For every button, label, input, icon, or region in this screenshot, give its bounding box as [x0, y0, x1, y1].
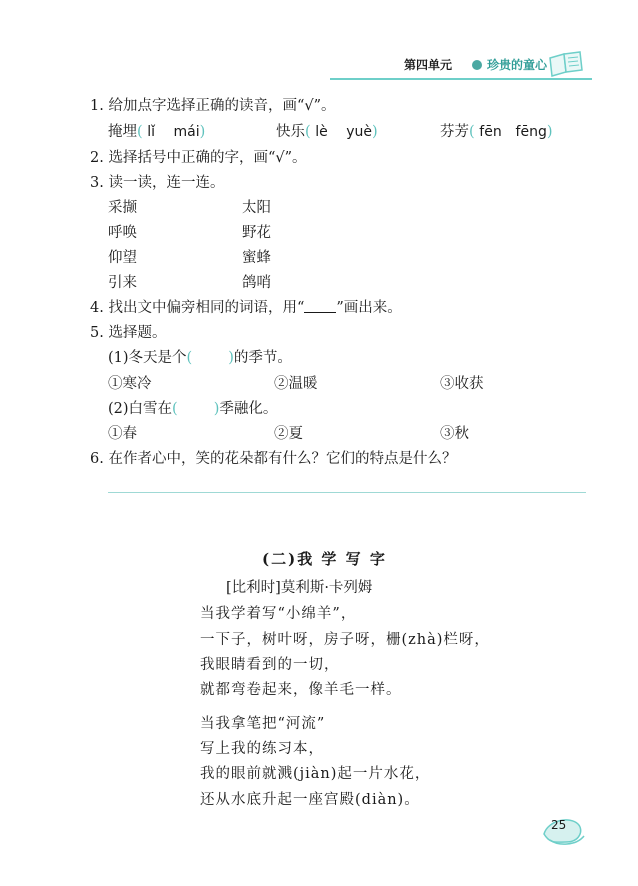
poem-author: [比利时]莫利斯·卡列姆 [226, 580, 373, 596]
poem-line: 就都弯卷起来，像羊毛一样。 [200, 682, 402, 698]
q1-item-3: 芬芳( fēn fēng) [440, 124, 553, 140]
q5-sub-2: (2)白雪在( )季融化。 [108, 401, 278, 417]
poem-line: 写上我的练习本， [200, 741, 324, 757]
q1-item-1: 掩埋( lǐ mái) [108, 124, 206, 140]
q5-sub1-option-2[interactable]: ②温暖 [274, 376, 318, 392]
q5-sub2-option-3[interactable]: ③秋 [440, 426, 469, 442]
pinyin-option[interactable]: fēng [515, 124, 547, 140]
q5-sub1-option-3[interactable]: ③收获 [440, 376, 484, 392]
match-right-3[interactable]: 蜜蜂 [242, 250, 271, 266]
header-rule [330, 78, 592, 80]
match-right-1[interactable]: 太阳 [242, 200, 271, 216]
question-2: 2. 选择括号中正确的字，画“√”。 [90, 150, 307, 166]
q5-sub1-option-1[interactable]: ①寒冷 [108, 376, 152, 392]
question-1: 1. 给加点字选择正确的读音，画“√”。 [90, 98, 336, 114]
pinyin-option[interactable]: lè [315, 124, 328, 140]
match-right-4[interactable]: 鸽哨 [242, 275, 271, 291]
unit-theme: 珍贵的童心 [487, 58, 548, 72]
header-dot-icon [472, 60, 482, 70]
match-left-1[interactable]: 采撷 [108, 200, 137, 216]
question-3: 3. 读一读，连一连。 [90, 175, 225, 191]
question-4: 4. 找出文中偏旁相同的词语，用“ ”画出来。 [90, 300, 402, 316]
page-number: 25 [551, 818, 567, 832]
answer-blank[interactable] [192, 350, 228, 364]
poem-line: 我的眼前就溅(jiàn)起一片水花， [200, 766, 431, 782]
answer-line[interactable] [108, 492, 586, 493]
poem-line: 当我拿笔把“河流” [200, 716, 326, 732]
match-left-2[interactable]: 呼唤 [108, 225, 137, 241]
pinyin-option[interactable]: yuè [346, 124, 373, 140]
poem-line: 还从水底升起一座宫殿(diàn)。 [200, 792, 420, 808]
question-5: 5. 选择题。 [90, 325, 167, 341]
q1-item-2: 快乐( lè yuè) [276, 124, 378, 140]
answer-blank[interactable] [178, 401, 214, 415]
question-6: 6. 在作者心中，笑的花朵都有什么？它们的特点是什么？ [90, 451, 457, 467]
underline-sample [304, 298, 336, 313]
match-left-4[interactable]: 引来 [108, 275, 137, 291]
q5-sub-1: (1)冬天是个( )的季节。 [108, 350, 292, 366]
pinyin-option[interactable]: fēn [479, 124, 502, 140]
match-left-3[interactable]: 仰望 [108, 250, 137, 266]
poem-title: (二)我 学 写 字 [262, 550, 387, 568]
q5-sub2-option-2[interactable]: ②夏 [274, 426, 303, 442]
poem-line: 我眼睛看到的一切， [200, 657, 340, 673]
unit-label: 第四单元 [404, 58, 453, 72]
pinyin-option[interactable]: lǐ [147, 124, 156, 140]
open-book-icon [548, 50, 584, 78]
poem-line: 一下子，树叶呀，房子呀，栅(zhà)栏呀， [200, 632, 490, 648]
poem-line: 当我学着写“小绵羊”， [200, 606, 357, 622]
q5-sub2-option-1[interactable]: ①春 [108, 426, 137, 442]
match-right-2[interactable]: 野花 [242, 225, 271, 241]
pinyin-option[interactable]: mái [173, 124, 200, 140]
